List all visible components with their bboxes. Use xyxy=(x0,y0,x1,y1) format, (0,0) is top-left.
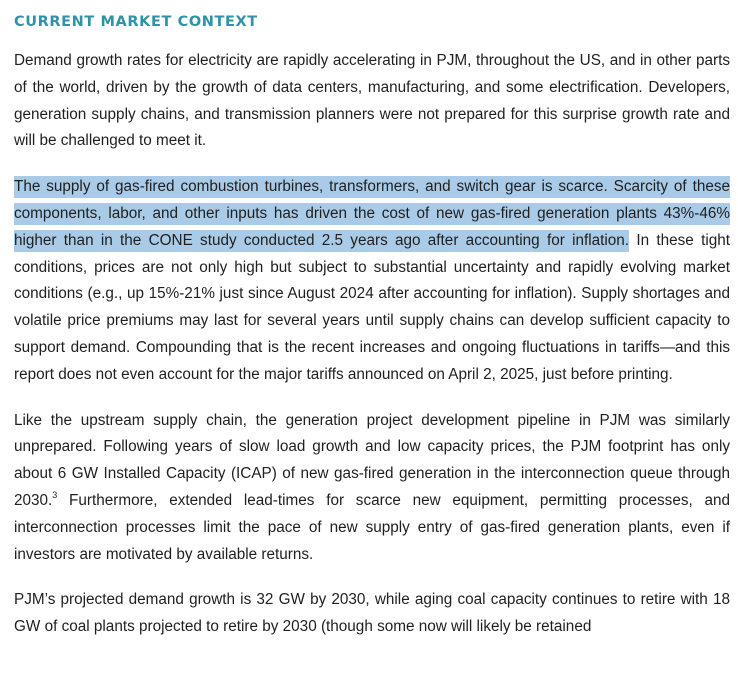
paragraph-supply-scarcity[interactable] xyxy=(14,174,730,388)
paragraph-text: Furthermore, extended lead-times for scarce new equipment, permitting processes, and interconnection processes limit the pace of new supply entry of gas-fired generation plants, even if investors are motivated by available returns. xyxy=(14,491,730,563)
footnote-marker[interactable]: 3 xyxy=(52,489,58,500)
selected-text-highlight[interactable]: The supply of gas-fired combustion turbines, transformers, and switch gear is scarce. Scarcity of these components, labor, and other inputs has driven the cost of new gas-fired generation plants 43%-46% higher than in the CONE study conducted 2.5 years ago after accounting for inflation. xyxy=(14,176,730,252)
paragraph-projected-demand[interactable]: PJM’s projected demand growth is 32 GW by 2030, while aging coal capacity continues to retire with 18 GW of coal plants projected to retire by 2030 (though some now will likely be retained xyxy=(14,591,730,636)
paragraph-text: In these tight conditions, prices are not only high but subject to substantial uncertainty and rapidly evolving market conditions (e.g., up 15%-21% just since August 2024 after accounting for inflation). Supply shortages and volatile price premiums may last for several years until supply chains can develop sufficient capacity to support demand. Compounding that is the recent increases and ongoing fluctuations in tariffs—and this report does not even account for the major tariffs announced on April 2, 2025, just before printing. xyxy=(14,231,730,383)
paragraph-development-pipeline[interactable] xyxy=(14,408,730,569)
section-heading: CURRENT MARKET CONTEXT xyxy=(14,14,258,30)
document-page xyxy=(14,0,730,641)
paragraph-demand-growth[interactable]: Demand growth rates for electricity are rapidly accelerating in PJM, throughout the US, and in other parts of the world, driven by the growth of data centers, manufacturing, and some electrification. Developers, generation supply chains, and transmission planners were not prepared for this surprise growth rate and will be challenged to meet it. xyxy=(14,52,730,150)
paragraph-text: Like the upstream supply chain, the generation project development pipeline in PJM was similarly unprepared. Following years of slow load growth and low capacity prices, the PJM footprint has only about 6 GW Installed Capacity (ICAP) of new gas-fired generation in the interconnection queue through 2030. xyxy=(14,411,730,509)
